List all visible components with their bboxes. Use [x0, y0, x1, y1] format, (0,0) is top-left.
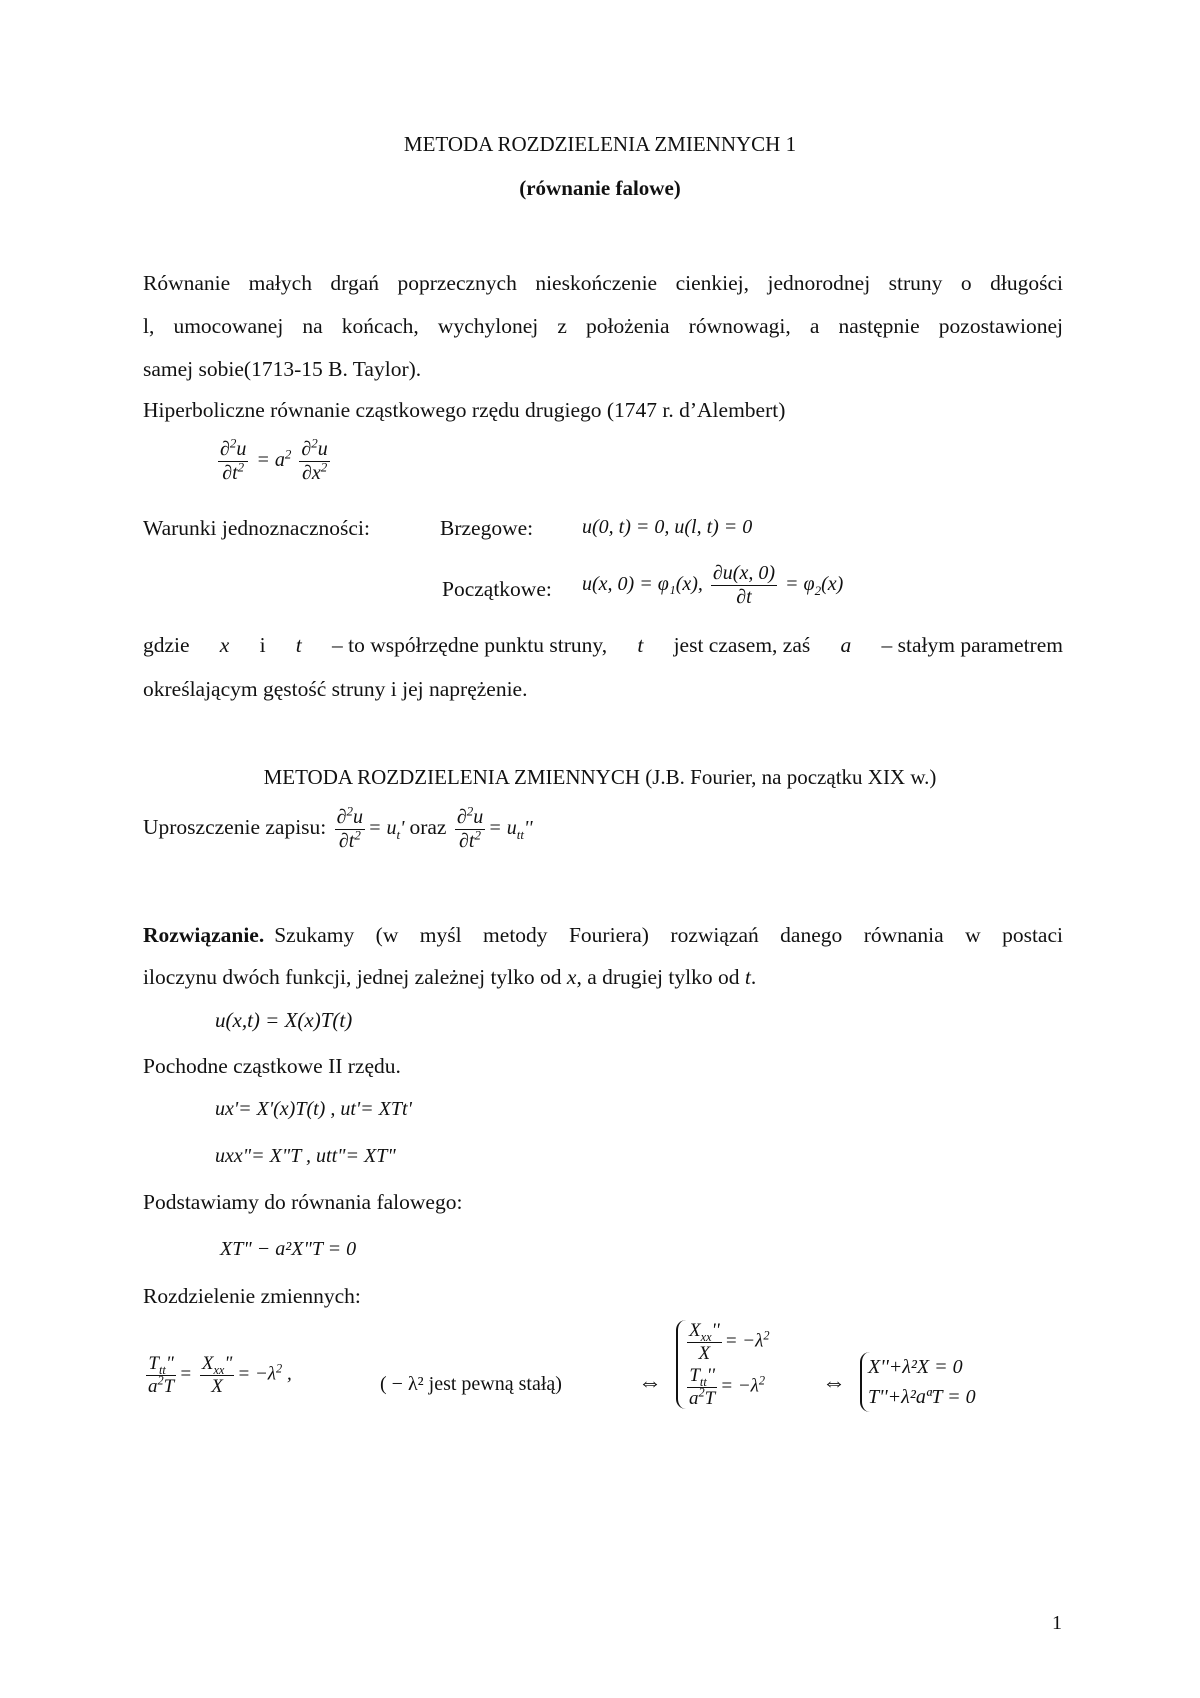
solution-text-1: Szukamy (w myśl metody Fouriera) rozwiązań danego równania w postaci [274, 923, 1063, 947]
deriv-equation-2: uxx"= X"T , utt"= XT" [215, 1145, 396, 1167]
page-title: METODA ROZDZIELENIA ZMIENNYCH 1 [403, 132, 797, 156]
notation-line: Uproszczenie zapisu: $\frac{\partial^2u}{\partial t^2}$ = $u_t'$ oraz $\frac{\partial^2u}{\partial t^2}$ = $u_{tt}''$ [143, 803, 533, 852]
initial-equations: u(x, 0) = φ₁(x), $\frac{\partial u(x, 0)}{\partial t}$ = $\varphi_2(x)$ [582, 562, 844, 608]
where-text-g: jest czasem, zaś [673, 633, 811, 657]
initial-eq-1: u(x, 0) = φ₁(x), [582, 573, 703, 596]
solution-text-2a: iloczynu dwóch funkcji, jednej zależnej tylko od [143, 965, 562, 989]
page-number: 1 [1052, 1612, 1062, 1634]
lambda-note: ( − λ² jest pewną stałą) [380, 1373, 562, 1395]
var-t-3: t [744, 965, 751, 989]
solution-line-1 [143, 923, 1063, 948]
boundary-equation: u(0, t) = 0, u(l, t) = 0 [582, 516, 753, 538]
sep-label: Rozdzielenie zmiennych: [143, 1284, 361, 1308]
solution-text-2c: , a drugiej tylko od [576, 965, 740, 989]
boundary-label: Brzegowe: [440, 516, 534, 540]
subst-label: Podstawiamy do równania falowego: [143, 1190, 463, 1214]
equivalence-icon-1: ⇔ [638, 1370, 662, 1396]
where-line-1 [143, 633, 1063, 658]
system-2-eq-2: T''+λ²aªT = 0 [868, 1386, 976, 1408]
subst-equation: XT" − a²X"T = 0 [220, 1238, 357, 1260]
notation-oraz: oraz [409, 815, 447, 840]
intro-line-4: Hiperboliczne równanie cząstkowego rzędu drugiego (1747 r. d’Alembert) [143, 398, 786, 422]
var-a: a [840, 633, 852, 657]
page-subtitle: (równanie falowe) [519, 176, 681, 200]
separation-equation: $\frac{T_{tt}"}{a^2T}$ = $\frac{X_{xx}"}{X}$ = $-\lambda^2$ , [148, 1353, 292, 1397]
wave-equation: $\frac{\partial^2u}{\partial t^2}$ = $a^2$ $\frac{\partial^2u}{\partial x^2}$ [220, 435, 328, 484]
var-x-3: x [566, 965, 577, 989]
product-equation: u(x,t) = X(x)T(t) [215, 1008, 353, 1032]
initial-label: Początkowe: [442, 577, 552, 601]
var-x: x [219, 633, 230, 657]
system-2-eq-1: X''+λ²X = 0 [868, 1356, 963, 1378]
system-2 [860, 1352, 976, 1412]
solution-text-2e: . [750, 965, 757, 989]
solution-heading: Rozwiązanie. [143, 923, 265, 947]
intro-line-1: Równanie małych drgań poprzecznych nieskończenie cienkiej, jednorodnej struny o długości [143, 271, 1063, 295]
where-line-2: określającym gęstość struny i jej naprężenie. [143, 677, 528, 701]
intro-line-2: l, umocowanej na końcach, wychylonej z położenia równowagi, a następnie pozostawionej [143, 314, 1063, 338]
derivs-label: Pochodne cząstkowe II rzędu. [143, 1054, 401, 1078]
where-word: gdzie [143, 633, 190, 657]
var-t: t [295, 633, 302, 657]
var-t-2: t [637, 633, 644, 657]
method-heading: METODA ROZDZIELENIA ZMIENNYCH (J.B. Fourier, na początku XIX w.) [263, 765, 937, 789]
equivalence-icon-2: ⇔ [822, 1370, 846, 1396]
system-1: $\frac{X_{xx}''}{X}$ = $-\lambda^2$ $\frac{T_{tt}''}{a^2T}$ = $-\lambda^2$ [676, 1320, 770, 1409]
notation-label: Uproszczenie zapisu: [143, 815, 327, 840]
deriv-equation-1: ux'= X'(x)T(t) , ut'= XTt' [215, 1098, 412, 1120]
where-text-e: – to współrzędne punktu struny, [332, 633, 608, 657]
where-text-i: – stałym parametrem [881, 633, 1063, 657]
conditions-label: Warunki jednoznaczności: [143, 516, 370, 540]
word-i: i [259, 633, 266, 657]
intro-line-3: samej sobie(1713-15 B. Taylor). [143, 357, 422, 381]
solution-line-2 [143, 965, 756, 990]
